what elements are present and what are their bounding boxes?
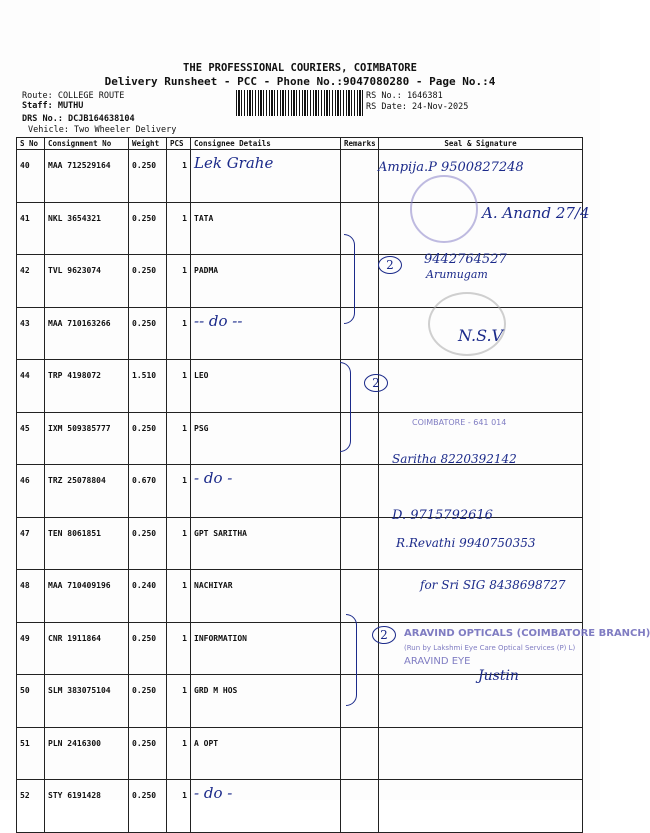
row-consignment: CNR 1911864 — [45, 622, 129, 675]
row-sno: 43 — [17, 307, 45, 360]
row-pcs: 1 — [167, 307, 191, 360]
remark-brace — [340, 362, 351, 452]
seal-stamp — [410, 175, 478, 243]
row-pcs: 1 — [167, 517, 191, 570]
table-header — [17, 138, 583, 150]
row-sno: 48 — [17, 570, 45, 623]
row-consignee: A OPT — [191, 727, 341, 780]
row-consignment: TRP 4198072 — [45, 360, 129, 413]
row-consignment: NKL 3654321 — [45, 202, 129, 255]
signature-44: N.S.V — [458, 326, 504, 345]
row-pcs: 1 — [167, 412, 191, 465]
coimbatore-stamp: COIMBATORE - 641 014 — [412, 418, 507, 427]
row-weight: 0.250 — [129, 780, 167, 833]
row-consignment: PLN 2416300 — [45, 727, 129, 780]
col-remarks: Remarks — [341, 138, 379, 150]
row-consignee: -- do -- — [191, 307, 341, 360]
row-signature — [379, 360, 583, 413]
row-weight: 0.250 — [129, 307, 167, 360]
row-sno: 52 — [17, 780, 45, 833]
remark-brace — [346, 614, 357, 706]
row-weight: 0.250 — [129, 255, 167, 308]
row-pcs: 1 — [167, 570, 191, 623]
signature-41: A. Anand 27/4 — [482, 204, 590, 222]
row-consignee: TATA — [191, 202, 341, 255]
row-weight: 0.250 — [129, 202, 167, 255]
rs-date: RS Date: 24-Nov-2025 — [366, 102, 469, 112]
seal-stamp — [428, 292, 506, 356]
row-weight: 0.670 — [129, 465, 167, 518]
row-sno: 42 — [17, 255, 45, 308]
row-consignment: TEN 8061851 — [45, 517, 129, 570]
row-consignee: INFORMATION — [191, 622, 341, 675]
signature-48: D. 9715792616 — [392, 508, 493, 523]
row-pcs: 1 — [167, 360, 191, 413]
row-pcs: 1 — [167, 675, 191, 728]
col-sno: S No — [17, 138, 45, 150]
row-consignee: PADMA — [191, 255, 341, 308]
row-remarks — [341, 517, 379, 570]
col-consignment: Consignment No — [45, 138, 129, 150]
row-signature — [379, 150, 583, 203]
row-consignment: IXM 509385777 — [45, 412, 129, 465]
aravind-stamp-line2: (Run by Lakshmi Eye Care Optical Services (P) L) — [404, 644, 576, 652]
row-sno: 47 — [17, 517, 45, 570]
signature-42-name: Arumugam — [426, 268, 488, 281]
row-consignment: MAA 712529164 — [45, 150, 129, 203]
row-weight: 0.250 — [129, 150, 167, 203]
col-weight: Weight — [129, 138, 167, 150]
signature-50: for Sri SIG 8438698727 — [420, 578, 566, 592]
row-consignment: STY 6191428 — [45, 780, 129, 833]
row-consignment: MAA 710163266 — [45, 307, 129, 360]
signature-42-phone: 9442764527 — [424, 252, 507, 267]
remark-count-badge: 2 — [378, 256, 402, 274]
row-remarks — [341, 780, 379, 833]
barcode-image — [236, 90, 364, 116]
row-weight: 0.250 — [129, 517, 167, 570]
col-signature: Seal & Signature — [379, 138, 583, 150]
col-pcs: PCS — [167, 138, 191, 150]
row-consignee: PSG — [191, 412, 341, 465]
remark-count-badge: 2 — [372, 626, 396, 644]
row-consignee: - do - — [191, 465, 341, 518]
signature-49: R.Revathi 9940750353 — [396, 536, 536, 550]
row-pcs: 1 — [167, 780, 191, 833]
vehicle-label: Vehicle: Two Wheeler Delivery — [28, 125, 177, 135]
row-signature — [379, 727, 583, 780]
table-row — [17, 465, 583, 518]
row-sno: 49 — [17, 622, 45, 675]
row-weight: 0.250 — [129, 622, 167, 675]
row-consignee: - do - — [191, 780, 341, 833]
row-sno: 45 — [17, 412, 45, 465]
row-weight: 1.510 — [129, 360, 167, 413]
row-weight: 0.250 — [129, 412, 167, 465]
row-consignee: GPT SARITHA — [191, 517, 341, 570]
row-consignment: MAA 710409196 — [45, 570, 129, 623]
table-row — [17, 727, 583, 780]
row-pcs: 1 — [167, 727, 191, 780]
aravind-stamp-line1: ARAVIND OPTICALS (COIMBATORE BRANCH) — [404, 628, 650, 639]
row-weight: 0.250 — [129, 727, 167, 780]
row-remarks — [341, 465, 379, 518]
row-pcs: 1 — [167, 255, 191, 308]
row-consignee: GRD M HOS — [191, 675, 341, 728]
row-sno: 41 — [17, 202, 45, 255]
signature-40: Ampija.P 9500827248 — [378, 160, 524, 175]
row-consignment: SLM 383075104 — [45, 675, 129, 728]
runsheet-title: Delivery Runsheet - PCC - Phone No.:9047080280 - Page No.:4 — [104, 75, 496, 88]
company-title: THE PROFESSIONAL COURIERS, COIMBATORE — [183, 62, 417, 74]
row-sno: 46 — [17, 465, 45, 518]
col-consignee: Consignee Details — [191, 138, 341, 150]
row-consignment: TRZ 25078804 — [45, 465, 129, 518]
row-pcs: 1 — [167, 202, 191, 255]
drs-number: DRS No.: DCJB164638104 — [22, 114, 135, 124]
table-row — [17, 780, 583, 833]
row-pcs: 1 — [167, 150, 191, 203]
signature-47: Saritha 8220392142 — [392, 452, 517, 466]
row-consignee: Lek Grahe — [191, 150, 341, 203]
row-sno: 51 — [17, 727, 45, 780]
row-consignee: NACHIYAR — [191, 570, 341, 623]
row-consignee: LEO — [191, 360, 341, 413]
aravind-stamp-line3: ARAVIND EYE — [404, 656, 471, 667]
row-pcs: 1 — [167, 465, 191, 518]
row-remarks — [341, 150, 379, 203]
table-row — [17, 360, 583, 413]
row-sno: 40 — [17, 150, 45, 203]
row-weight: 0.240 — [129, 570, 167, 623]
route-label: Route: COLLEGE ROUTE — [22, 91, 125, 101]
table-row — [17, 150, 583, 203]
row-weight: 0.250 — [129, 675, 167, 728]
row-sno: 50 — [17, 675, 45, 728]
rs-number: RS No.: 1646381 — [366, 91, 443, 101]
row-sno: 44 — [17, 360, 45, 413]
row-signature — [379, 780, 583, 833]
row-consignment: TVL 9623074 — [45, 255, 129, 308]
delivery-table — [16, 137, 583, 833]
remark-brace — [344, 234, 355, 324]
remark-count-badge: 2 — [364, 374, 388, 392]
signature-52: Justin — [478, 668, 519, 684]
row-pcs: 1 — [167, 622, 191, 675]
row-remarks — [341, 727, 379, 780]
staff-label: Staff: MUTHU — [22, 101, 84, 111]
